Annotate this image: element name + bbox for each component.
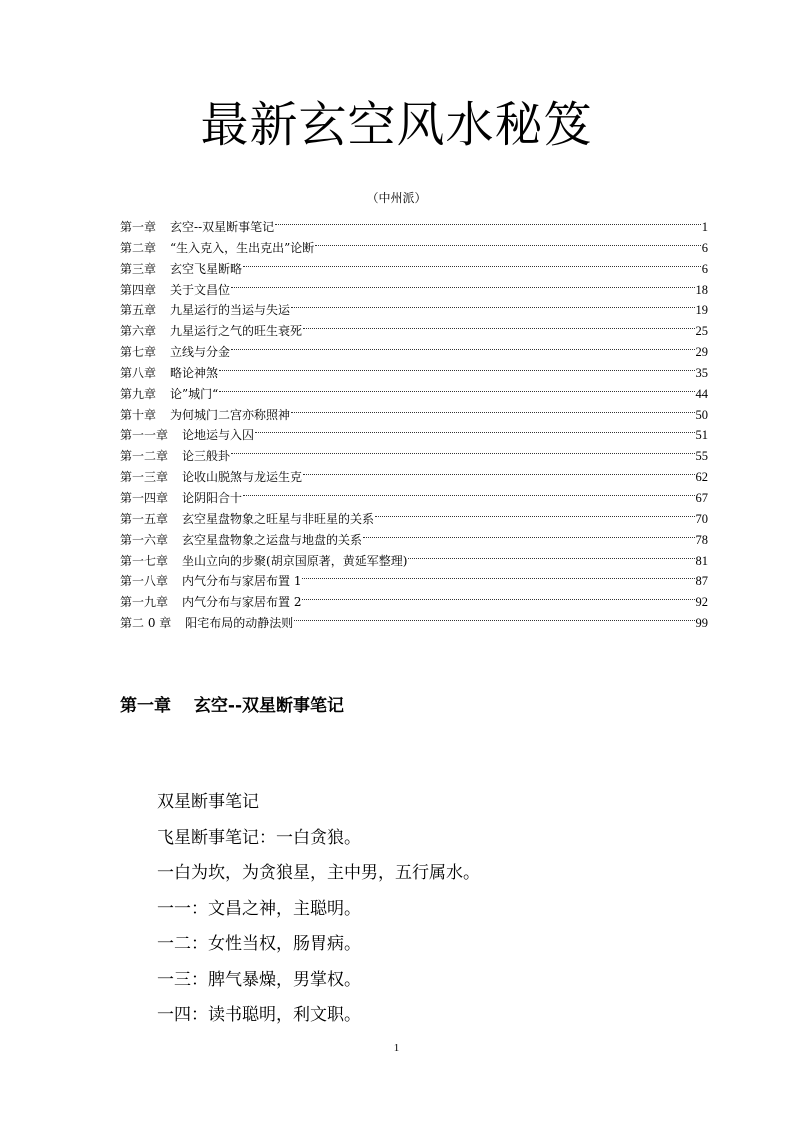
- toc-chapter-title: 论收山脱煞与龙运生克: [182, 470, 303, 485]
- body-text: [157, 785, 480, 1034]
- toc-chapter-number: 第九章: [120, 386, 157, 401]
- toc-chapter-number: 第一八章: [120, 574, 169, 589]
- toc-page-number: 1: [701, 220, 708, 234]
- toc-dot-leader: [302, 586, 694, 606]
- toc-dot-leader: [303, 461, 694, 481]
- toc-chapter-number: 第一七章: [120, 553, 169, 568]
- toc-chapter-title: 为何城门二宫亦称照神: [170, 407, 291, 422]
- toc-page-number: 6: [701, 261, 708, 276]
- toc-chapter-title: 玄空星盘物象之运盘与地盘的关系: [182, 532, 363, 547]
- document-subtitle: （中州派）: [366, 191, 427, 205]
- toc-chapter-title: 论地运与入囚: [182, 428, 255, 443]
- body-paragraph: 一四：读书聪明，利文职。: [157, 1005, 361, 1025]
- toc-entry[interactable]: [120, 211, 708, 232]
- toc-chapter-title: 玄空飞星断略: [170, 261, 243, 276]
- toc-page-number: 18: [695, 282, 708, 297]
- toc-page-number: 50: [695, 407, 708, 422]
- toc-dot-leader: [231, 336, 694, 356]
- toc-chapter-title: 论三般卦: [182, 449, 231, 464]
- toc-chapter-number: 第一章: [120, 220, 157, 234]
- toc-chapter-title: 略论神煞: [170, 365, 219, 380]
- toc-chapter-title: 立线与分金: [170, 345, 231, 360]
- body-paragraph: 一二：女性当权，肠胃病。: [157, 934, 361, 954]
- toc-page-number: 70: [695, 511, 708, 526]
- toc-chapter-number: 第一一章: [120, 428, 169, 443]
- toc-chapter-number: 第一二章: [120, 449, 169, 464]
- toc-chapter-number: 第八章: [120, 365, 157, 380]
- toc-page-number: 67: [695, 490, 708, 505]
- toc-chapter-title: 论”城门“: [170, 386, 219, 401]
- toc-chapter-title: 关于文昌位: [170, 282, 231, 297]
- toc-chapter-title: 九星运行的当运与失运: [170, 303, 291, 318]
- toc-dot-leader: [375, 503, 694, 523]
- toc-chapter-number: 第十章: [120, 407, 157, 422]
- chapter-heading: 第一章 玄空--双星断事笔记: [120, 696, 345, 716]
- toc-chapter-number: 第一四章: [120, 490, 169, 505]
- toc-page-number: 81: [695, 553, 708, 568]
- toc-dot-leader: [231, 274, 694, 294]
- toc-chapter-number: 第一三章: [120, 470, 169, 485]
- toc-page-number: 6: [701, 240, 708, 255]
- toc-page-number: 55: [695, 449, 708, 464]
- body-paragraph: 飞星断事笔记：一白贪狼。: [157, 827, 361, 848]
- toc-chapter-title: 内气分布与家居布置 2: [182, 595, 302, 610]
- toc-chapter-number: 第一六章: [120, 532, 169, 547]
- toc-page-number: 51: [695, 428, 708, 443]
- toc-dot-leader: [291, 399, 694, 419]
- body-paragraph: 双星断事笔记: [157, 792, 259, 812]
- toc-page-number: 87: [695, 574, 708, 589]
- toc-page-number: 92: [695, 595, 708, 610]
- toc-dot-leader: [294, 607, 694, 627]
- toc-chapter-title: 论阴阳合十: [182, 490, 243, 505]
- toc-dot-leader: [243, 253, 701, 273]
- body-paragraph: 一三：脾气暴燥，男掌权。: [157, 969, 361, 990]
- toc-chapter-title: 九星运行之气的旺生衰死: [170, 324, 303, 339]
- page-number: 1: [393, 1042, 400, 1054]
- body-paragraph: 一白为坎，为贪狼星，主中男，五行属水。: [157, 863, 480, 883]
- body-paragraph: 一一：文昌之神，主聪明。: [157, 898, 361, 919]
- toc-page-number: 44: [695, 386, 708, 401]
- toc-page-number: 78: [695, 532, 708, 547]
- toc-chapter-number: 第五章: [120, 303, 157, 318]
- toc-dot-leader: [231, 440, 694, 460]
- toc-chapter-title: “生入克入，生出克出”论断: [170, 240, 315, 255]
- toc-chapter-number: 第二章: [120, 240, 157, 255]
- toc-dot-leader: [243, 482, 694, 502]
- toc-dot-leader: [219, 378, 694, 398]
- toc-chapter-number: 第二 0 章: [120, 616, 172, 631]
- toc-dot-leader: [315, 232, 700, 252]
- toc-chapter-number: 第一九章: [120, 595, 169, 610]
- toc-page-number: 35: [695, 365, 708, 380]
- table-of-contents: [120, 211, 708, 631]
- toc-dot-leader: [363, 524, 694, 544]
- toc-dot-leader: [302, 565, 694, 585]
- toc-chapter-number: 第四章: [120, 282, 157, 297]
- toc-page-number: 62: [695, 470, 708, 485]
- toc-chapter-number: 第一五章: [120, 511, 169, 526]
- toc-chapter-number: 第六章: [120, 324, 157, 339]
- toc-page-number: 25: [695, 324, 708, 339]
- toc-dot-leader: [219, 357, 694, 377]
- toc-chapter-title: 阳宅布局的动静法则: [185, 616, 294, 631]
- toc-dot-leader: [291, 294, 694, 314]
- toc-dot-leader: [408, 545, 694, 565]
- toc-chapter-number: 第三章: [120, 261, 157, 276]
- toc-dot-leader: [275, 211, 701, 231]
- toc-chapter-title: 玄空星盘物象之旺星与非旺星的关系: [182, 511, 375, 526]
- toc-page-number: 29: [695, 345, 708, 360]
- toc-chapter-title: 玄空--双星断事笔记: [170, 220, 275, 234]
- toc-chapter-title: 内气分布与家居布置 1: [182, 574, 302, 589]
- toc-dot-leader: [303, 315, 694, 335]
- document-title: 最新玄空风水秘笈: [200, 97, 593, 153]
- toc-chapter-title: 坐山立向的步聚(胡京国原著，黄延军整理): [182, 553, 408, 568]
- toc-dot-leader: [255, 419, 694, 439]
- toc-page-number: 19: [695, 303, 708, 318]
- toc-chapter-number: 第七章: [120, 345, 157, 360]
- toc-page-number: 99: [695, 616, 708, 631]
